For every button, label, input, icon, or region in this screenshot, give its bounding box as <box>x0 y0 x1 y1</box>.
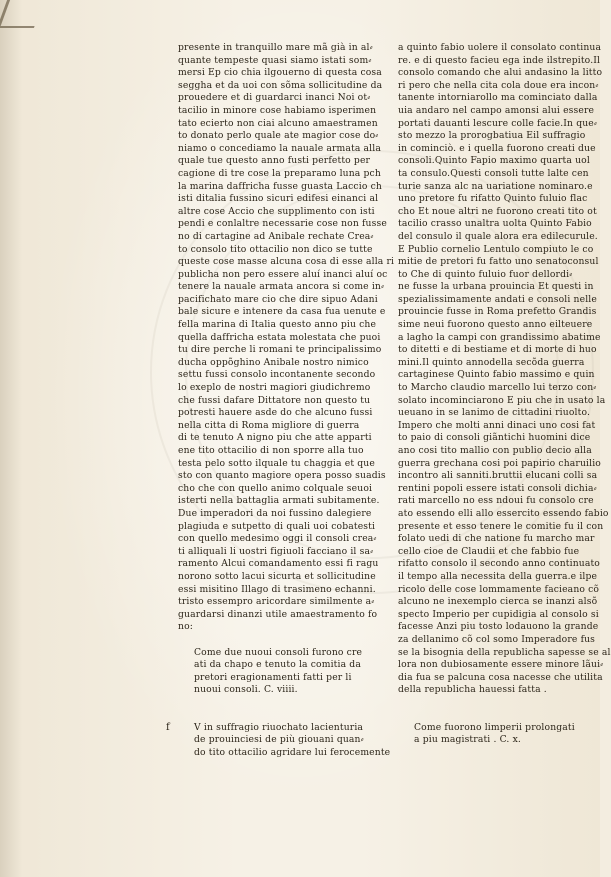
paragraph-lines <box>178 721 391 760</box>
text-line: ato essendo elli allo essercito essendo fabio <box>398 507 609 519</box>
heading-line: nuoui consoli. C. viiii. <box>194 684 298 696</box>
text-line: presente et esso tenere le comitie fu il con <box>398 520 604 532</box>
text-line: cho Et noue altri ne fuorono creati tito ot <box>398 205 597 217</box>
heading-line: a piu magistrati . C. x. <box>414 734 521 746</box>
text-line: solato incominciarono E piu che in usato la <box>398 394 606 406</box>
page-fold-shadow <box>0 0 22 877</box>
text-line: che fussi dafare Dittatore non questo tu <box>178 394 371 406</box>
left-text-column <box>166 42 395 760</box>
text-line: del consulo il quale alora era edilecurule. <box>398 230 598 242</box>
text-line: facesse Anzi piu tosto lodauono la grande <box>398 621 599 633</box>
text-line: sto con quanto magiore opera posso suadis <box>178 470 386 482</box>
text-line: cello cioe de Claudii et che fabbio fue <box>398 545 580 557</box>
text-line: incontro ali sanniti.bruttii elucani colli sa <box>398 470 598 482</box>
text-line: settu fussi consolo incontanente secondo <box>178 369 376 381</box>
text-line: to Che di quinto fuluio fuor dellordi⸗ <box>398 268 573 280</box>
text-line: essi misitino Illago di trasimeno echanni. <box>178 583 376 595</box>
text-line: tenere la nauale armata ancora si come in⸗ <box>178 281 385 293</box>
text-line: a quinto fabio uolere il consolato continua <box>398 42 602 53</box>
text-line: cartaginese Quinto fabio massimo e quin <box>398 369 595 381</box>
text-line: specto Imperio per cupidigia al consolo si <box>398 608 599 620</box>
text-line: guerra grechana cosi poi papirio charuilio <box>398 457 601 469</box>
text-line: con quello medesimo oggi il consoli crea⸗ <box>178 533 377 545</box>
chapter-heading-ix <box>178 647 362 697</box>
text-line: rentini popoli essere istati consoli dichia⸗ <box>398 482 597 494</box>
text-line: di te tenuto A nigno piu che atte apparti <box>178 432 372 444</box>
text-line: tanente intorniarollo ma cominciato dalla <box>398 92 598 104</box>
text-line: queste cose masse alcuna cosa di esse alla ri <box>178 256 395 268</box>
text-line: E Publio cornelio Lentulo compiuto le co <box>398 243 594 255</box>
text-line: in cominciò. e i quella fuorono creati due <box>398 142 596 154</box>
text-line: tristo essempro aricordare similmente a⸗ <box>178 596 375 608</box>
text-line: ene tito ottacilio di non sporre alla tuo <box>178 445 364 456</box>
text-line: altre cose Accio che supplimento con isti <box>178 205 375 217</box>
text-line: nella citta di Roma migliore di guerra <box>178 419 360 431</box>
spacer <box>178 697 362 722</box>
text-line: cagione di tre cose la preparamo luna pch <box>178 167 381 179</box>
heading-line: Come fuorono limperii prolongati <box>414 721 575 733</box>
text-line: prouedere et di guardarci inanci Noi ot⸗ <box>178 92 371 104</box>
text-line: potresti hauere asde do che alcuno fussi <box>178 407 373 419</box>
text-line: sime neui fuorono questo anno eilteuere <box>398 319 593 331</box>
text-line: ne fusse la urbana prouincia Et questi in <box>398 281 594 293</box>
text-line: plagiuda e sutpetto di quali uoi cobatesti <box>178 520 376 532</box>
text-line: il tempo alla necessita della guerra.e ilpe <box>398 570 598 582</box>
text-line: tato ecierto non ciai alcuno amaestramen <box>178 117 378 129</box>
text-line: no: <box>178 621 193 633</box>
text-line: to ditetti e di bestiame et di morte di huo <box>398 344 597 356</box>
text-line: Impero che molti anni dinaci uno cosi fat <box>398 419 596 431</box>
text-line: della republicha hauessi fatta . <box>398 684 547 696</box>
text-line: tacilio in minore cose habiamo isperimen <box>178 104 377 116</box>
text-line: to consolo tito ottacilio non dico se tutte <box>178 243 373 255</box>
text-line: do tito ottacilio agridare lui ferocemente <box>194 747 391 759</box>
corner-mark <box>0 0 44 28</box>
spacer <box>398 697 578 722</box>
text-line: turie sanza alc na uariatione nominaro.e <box>398 180 593 192</box>
text-line: ano cosi tito mallio con publio decio alla <box>398 445 592 456</box>
text-line: guardarsi dinanzi utile amaestramento fo <box>178 608 378 620</box>
text-line: bale sicure e intenere da casa fua uenute e <box>178 306 386 318</box>
text-line: ti alliquali li uostri figiuoli facciano il sa⸗ <box>178 545 374 557</box>
text-line: se la bisognia della republicha sapesse se al <box>398 646 611 658</box>
text-line: Due imperadori da noi fussino dalegiere <box>178 507 372 519</box>
text-line: V in suffragio riuochato lacienturia <box>194 721 364 733</box>
text-line: quale tue questo anno fusti perfetto per <box>178 155 371 167</box>
right-column-body <box>398 42 611 697</box>
text-line: niamo o concediamo la nauale armata alla <box>178 142 381 154</box>
text-line: mersi Ep cio chia ilgouerno di questa cosa <box>178 67 382 79</box>
text-line: folato uedi di che natione fu marcho mar <box>398 533 595 545</box>
text-line: to donato perlo quale ate magior cose do⸗ <box>178 130 379 142</box>
text-line: ricolo delle cose lommamente facieano cõ <box>398 583 600 595</box>
text-line: to Marcho claudio marcello lui terzo con⸗ <box>398 382 597 394</box>
text-line: isterti nella battaglia armati subitamente. <box>178 495 380 507</box>
chapter-paragraph <box>166 721 391 760</box>
text-line: norono sotto lacui sicurta et sollicitudine <box>178 570 376 582</box>
guide-letter: f <box>166 721 170 733</box>
text-line: tu dire perche li romani te principalissimo <box>178 344 382 356</box>
text-line: la marina daffricha fusse guasta Laccio ch <box>178 180 382 192</box>
text-line: za dellanimo cõ col somo Imperadore fus <box>398 633 596 645</box>
text-line: de prouinciesi de più giouani quan⸗ <box>194 734 364 746</box>
text-line: to paio di consoli giãntichi huomini dice <box>398 432 591 444</box>
text-line: alcuno ne inexemplo cierca se inanzi alsõ <box>398 596 598 608</box>
text-line: mitie de pretori fu fatto uno senatoconsul <box>398 256 599 268</box>
text-line: sto mezzo la prorogbatiua Eil suffragio <box>398 130 586 142</box>
spacer <box>178 634 362 647</box>
text-line: ta consulo.Questi consoli tutte lalte cen <box>398 167 589 179</box>
text-line: isti ditalia fussino sicuri edifesi einanci al <box>178 193 379 205</box>
text-line: publicha non pero essere aluí inanci aluí oc <box>178 268 388 280</box>
heading-line: Come due nuoui consoli furono cre <box>194 646 363 658</box>
text-line: uno pretore fu rifatto Quinto fuluio flac <box>398 193 588 205</box>
text-line: cho che con quello animo colquale seuoi <box>178 482 373 494</box>
text-line: pendi e conlaltre necessarie cose non fusse <box>178 218 387 230</box>
text-line: quante tempeste quasi siamo istati som⸗ <box>178 54 372 66</box>
text-line: a lagho la campi con grandissimo abatime <box>398 331 601 343</box>
text-line: re. e di questo facieu ega inde ilstrepito.Il <box>398 54 601 66</box>
text-line: seggha et da uoi con sõma sollicitudine da <box>178 79 383 91</box>
text-line: ri pero che nella cita cola doue era incon⸗ <box>398 79 599 91</box>
text-line: dia fua se palcuna cosa nacesse che utilita <box>398 671 603 683</box>
heading-line: pretori eragionamenti fatti per li <box>194 671 352 683</box>
text-line: pacifichato mare cio che dire sipuo Adani <box>178 293 378 305</box>
text-line: consoli.Quinto Fapio maximo quarta uol <box>398 155 590 167</box>
text-line: uia andaro nel campo amonsi alui essere <box>398 104 595 116</box>
text-line: rifatto consolo il secondo anno continuato <box>398 558 600 570</box>
heading-line: ati da chapo e tenuto la comitia da <box>194 659 361 671</box>
chapter-heading-x <box>398 722 578 747</box>
text-line: lo exeplo de nostri magiori giudichremo <box>178 382 371 394</box>
text-line: consolo comando che alui andasino la litto <box>398 67 603 79</box>
text-line: presente in tranquillo mare mã già in al⸗ <box>178 42 373 53</box>
text-line: ramento Alcui comandamento essi fi ragu <box>178 558 379 570</box>
text-line: ueuano in se lanimo de cittadini riuolto. <box>398 407 591 419</box>
text-line: tacilio crasso unaltra uolta Quinto Fabio <box>398 218 592 230</box>
right-text-column <box>398 42 611 747</box>
text-line: portati dauanti lescure colle facie.In que⸗ <box>398 117 598 129</box>
text-line: no di cartagine ad Anibale rechate Crea⸗ <box>178 230 374 242</box>
text-line: testa pelo sotto ilquale tu chaggia et que <box>178 457 375 469</box>
text-line: rati marcello no ess ndoui fu consolo cre <box>398 495 594 507</box>
text-line: prouincie fusse in Roma prefetto Grandis <box>398 306 597 318</box>
text-line: spezialissimamente andati e consoli nelle <box>398 293 597 305</box>
text-line: ducha oppõghino Anibale nostro nimico <box>178 356 369 368</box>
text-line: lora non dubiosamente essere minore lãui⸗ <box>398 659 604 671</box>
text-line: quella daffricha estata molestata che puoi <box>178 331 381 343</box>
text-line: fella marina di Italia questo anno piu che <box>178 319 377 331</box>
text-line: mini.Il quinto annodella secõda guerra <box>398 356 585 368</box>
left-column-body <box>178 42 395 634</box>
